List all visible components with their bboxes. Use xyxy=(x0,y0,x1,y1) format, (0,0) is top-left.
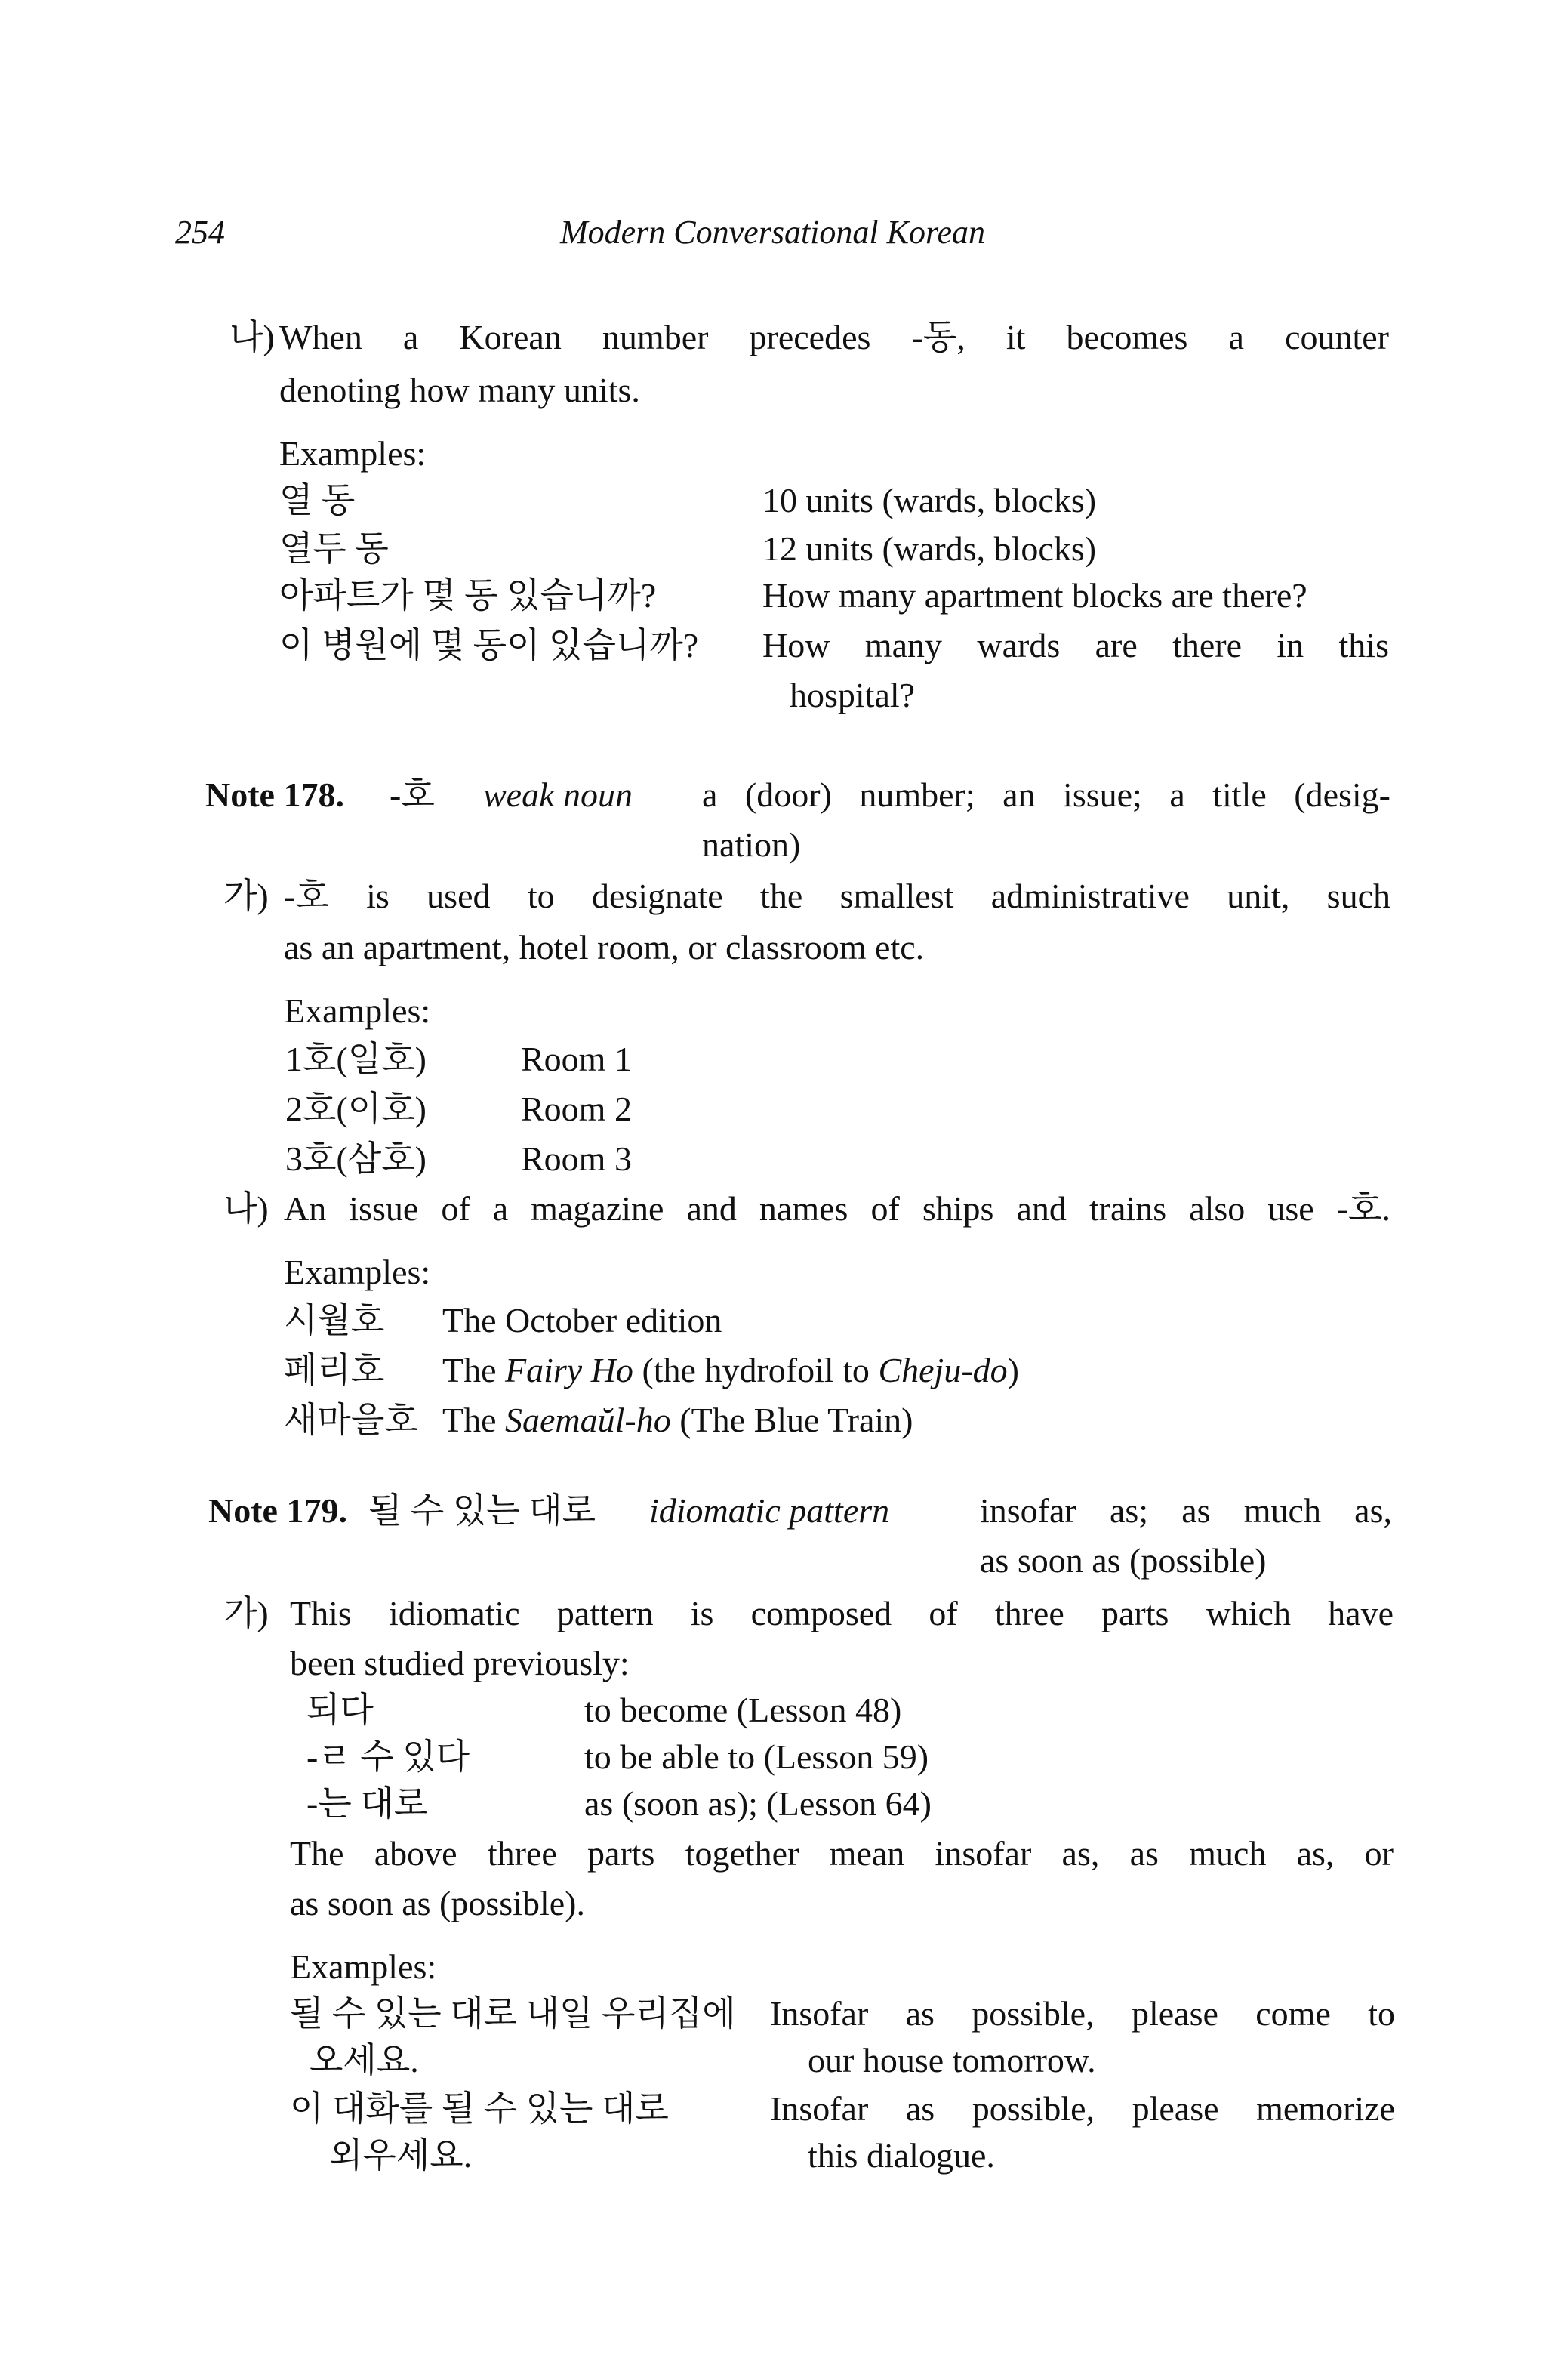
section-marker: 가) xyxy=(223,1594,269,1632)
note-definition: as soon as (possible) xyxy=(980,1541,1267,1580)
example-korean: 페리호 xyxy=(284,1351,385,1389)
examples-label: Examples: xyxy=(284,1253,431,1291)
examples-label: Examples: xyxy=(290,1947,437,1986)
example-english: 10 units (wards, blocks) xyxy=(762,481,1097,519)
part-english: as (soon as); (Lesson 64) xyxy=(584,1784,932,1823)
paragraph-line: This idiomatic pattern is composed of three parts which have xyxy=(290,1594,1394,1632)
example-korean: 열 동 xyxy=(279,481,356,519)
example-english: 12 units (wards, blocks) xyxy=(762,529,1097,568)
example-english: Insofar as possible, please memorize xyxy=(770,2089,1395,2128)
paragraph-line: as an apartment, hotel room, or classroom etc. xyxy=(284,928,925,966)
note-pattern: idiomatic pattern xyxy=(649,1491,890,1530)
paragraph-line: -호 is used to designate the smallest administrative unit, such xyxy=(284,877,1390,915)
note-definition: a (door) number; an issue; a title (desig- xyxy=(702,775,1390,814)
example-korean: 1호(일호) xyxy=(285,1040,427,1078)
section-marker: 가) xyxy=(223,877,269,915)
example-korean: 이 병원에 몇 동이 있습니까? xyxy=(279,626,699,664)
note-korean: 될 수 있는 대로 xyxy=(368,1491,596,1530)
example-korean-cont: 오세요. xyxy=(310,2041,419,2079)
example-korean: 열두 동 xyxy=(279,529,389,568)
note-label: Note 178. xyxy=(205,775,344,814)
section-marker: 나) xyxy=(229,318,275,356)
example-korean: 될 수 있는 대로 내일 우리집에 xyxy=(290,1994,736,2033)
note-korean: -호 xyxy=(390,775,435,814)
example-english: Room 2 xyxy=(521,1090,632,1128)
paragraph-line: denoting how many units. xyxy=(279,371,640,409)
example-english-cont: hospital? xyxy=(790,676,916,714)
note-definition: insofar as; as much as, xyxy=(980,1491,1392,1530)
part-english: to be able to (Lesson 59) xyxy=(584,1737,929,1776)
example-korean: 2호(이호) xyxy=(285,1090,427,1128)
paragraph-line: An issue of a magazine and names of ships and trains also use -호. xyxy=(284,1189,1390,1228)
example-korean: 3호(삼호) xyxy=(285,1139,427,1178)
example-english: Insofar as possible, please come to xyxy=(770,1994,1395,2033)
note-definition: nation) xyxy=(702,825,801,864)
example-english: The Saemaŭl-ho (The Blue Train) xyxy=(442,1401,913,1439)
paragraph-line: as soon as (possible). xyxy=(290,1884,585,1922)
example-english: How many apartment blocks are there? xyxy=(762,576,1307,615)
example-english: The Fairy Ho (the hydrofoil to Cheju-do) xyxy=(442,1351,1019,1389)
example-english-cont: our house tomorrow. xyxy=(808,2041,1096,2079)
example-english: How many wards are there in this xyxy=(762,626,1389,664)
page-number: 254 xyxy=(175,214,225,251)
example-english-cont: this dialogue. xyxy=(808,2136,995,2175)
note-label: Note 179. xyxy=(208,1491,347,1530)
section-marker: 나) xyxy=(223,1189,269,1228)
part-english: to become (Lesson 48) xyxy=(584,1691,902,1729)
note-pattern: weak noun xyxy=(483,775,633,814)
paragraph-line: been studied previously: xyxy=(290,1644,630,1682)
paragraph-line: When a Korean number precedes -동, it becomes a counter xyxy=(279,318,1389,356)
example-english: Room 3 xyxy=(521,1139,632,1178)
part-korean: 되다 xyxy=(306,1691,374,1729)
paragraph-line: The above three parts together mean insofar as, as much as, or xyxy=(290,1834,1394,1873)
part-korean: -ㄹ 수 있다 xyxy=(306,1737,470,1776)
example-korean: 새마을호 xyxy=(284,1401,418,1439)
example-korean-cont: 외우세요. xyxy=(329,2136,473,2175)
example-english: The October edition xyxy=(442,1301,722,1340)
example-korean: 이 대화를 될 수 있는 대로 xyxy=(290,2089,669,2128)
example-korean: 시월호 xyxy=(284,1301,385,1340)
running-title: Modern Conversational Korean xyxy=(560,214,985,251)
example-korean: 아파트가 몇 동 있습니까? xyxy=(279,576,657,615)
example-english: Room 1 xyxy=(521,1040,632,1078)
examples-label: Examples: xyxy=(284,991,431,1030)
part-korean: -는 대로 xyxy=(306,1784,428,1823)
examples-label: Examples: xyxy=(279,434,427,473)
